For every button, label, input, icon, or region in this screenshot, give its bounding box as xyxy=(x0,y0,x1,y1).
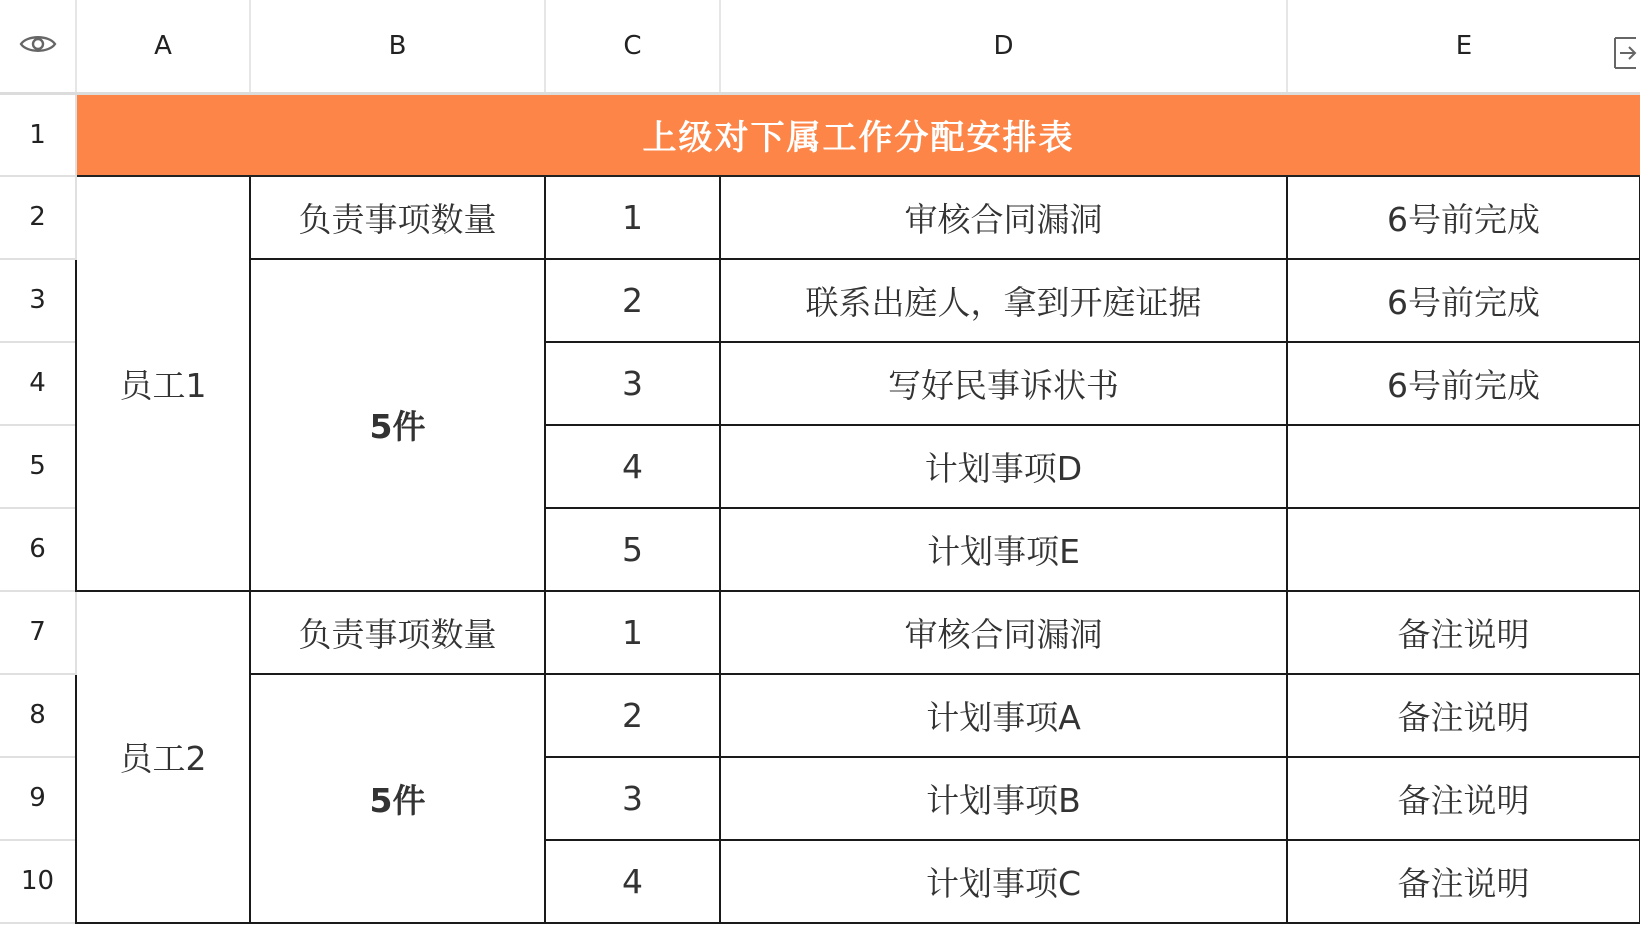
count-value-cell[interactable]: 5件 xyxy=(250,674,545,923)
note-cell[interactable]: 备注说明 xyxy=(1287,591,1640,674)
item-no-cell[interactable]: 4 xyxy=(545,425,720,508)
note-cell[interactable] xyxy=(1287,508,1640,591)
column-header-c[interactable]: C xyxy=(545,0,720,94)
count-label-cell[interactable]: 负责事项数量 xyxy=(250,591,545,674)
employee-cell[interactable]: 员工2 xyxy=(76,591,250,923)
count-value-cell[interactable]: 5件 xyxy=(250,259,545,591)
row-header-3[interactable]: 3 xyxy=(0,259,76,342)
column-header-d[interactable]: D xyxy=(720,0,1287,94)
task-cell[interactable]: 计划事项C xyxy=(720,840,1287,923)
item-no-cell[interactable]: 1 xyxy=(545,591,720,674)
sheet-title[interactable]: 上级对下属工作分配安排表 xyxy=(76,94,1640,176)
column-header-row xyxy=(0,0,1640,94)
item-no-cell[interactable]: 2 xyxy=(545,259,720,342)
item-no-cell[interactable]: 2 xyxy=(545,674,720,757)
count-label-cell[interactable]: 负责事项数量 xyxy=(250,176,545,259)
column-header-a[interactable]: A xyxy=(76,0,250,94)
row-header-2[interactable]: 2 xyxy=(0,176,76,259)
task-cell[interactable]: 计划事项E xyxy=(720,508,1287,591)
employee-cell[interactable]: 员工1 xyxy=(76,176,250,591)
row-header-8[interactable]: 8 xyxy=(0,674,76,757)
note-cell[interactable] xyxy=(1287,425,1640,508)
row-header-1[interactable]: 1 xyxy=(0,94,76,176)
table-row xyxy=(0,591,1640,674)
task-cell[interactable]: 计划事项D xyxy=(720,425,1287,508)
item-no-cell[interactable]: 3 xyxy=(545,342,720,425)
row-header-6[interactable]: 6 xyxy=(0,508,76,591)
note-cell[interactable]: 备注说明 xyxy=(1287,674,1640,757)
task-cell[interactable]: 计划事项B xyxy=(720,757,1287,840)
note-cell[interactable]: 备注说明 xyxy=(1287,840,1640,923)
select-all-corner[interactable] xyxy=(0,0,76,94)
task-cell[interactable]: 审核合同漏洞 xyxy=(720,591,1287,674)
item-no-cell[interactable]: 5 xyxy=(545,508,720,591)
table-row xyxy=(0,176,1640,259)
row-header-4[interactable]: 4 xyxy=(0,342,76,425)
table-row xyxy=(0,94,1640,176)
item-no-cell[interactable]: 1 xyxy=(545,176,720,259)
note-cell[interactable]: 备注说明 xyxy=(1287,757,1640,840)
eye-icon[interactable] xyxy=(19,32,57,56)
item-no-cell[interactable]: 4 xyxy=(545,840,720,923)
task-cell[interactable]: 审核合同漏洞 xyxy=(720,176,1287,259)
item-no-cell[interactable]: 3 xyxy=(545,757,720,840)
note-cell[interactable]: 6号前完成 xyxy=(1287,176,1640,259)
task-cell[interactable]: 联系出庭人，拿到开庭证据 xyxy=(720,259,1287,342)
row-header-9[interactable]: 9 xyxy=(0,757,76,840)
note-cell[interactable]: 6号前完成 xyxy=(1287,342,1640,425)
expand-right-icon[interactable] xyxy=(1614,36,1638,70)
column-header-b[interactable]: B xyxy=(250,0,545,94)
column-header-e[interactable]: E xyxy=(1287,0,1640,94)
task-cell[interactable]: 计划事项A xyxy=(720,674,1287,757)
task-cell[interactable]: 写好民事诉状书 xyxy=(720,342,1287,425)
row-header-7[interactable]: 7 xyxy=(0,591,76,674)
row-header-5[interactable]: 5 xyxy=(0,425,76,508)
row-header-10[interactable]: 10 xyxy=(0,840,76,923)
note-cell[interactable]: 6号前完成 xyxy=(1287,259,1640,342)
